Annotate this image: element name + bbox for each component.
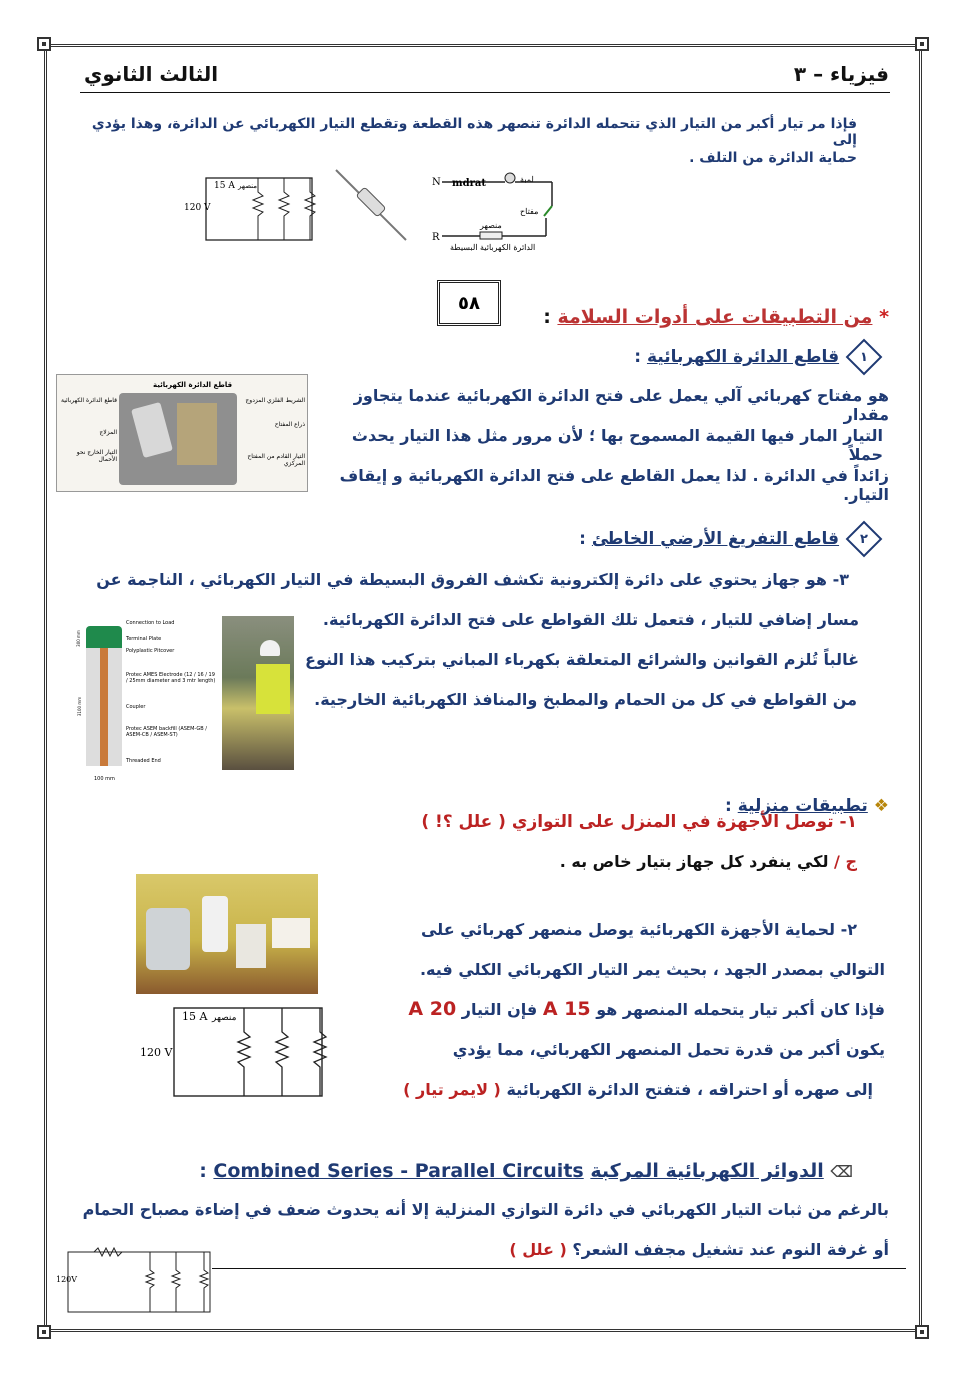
header-rule bbox=[80, 92, 890, 93]
item1-line-2: التيار المار فيها القيمة المسموح بها ؛ لأن مرور مثل هذا التيار يحدث حملاً bbox=[351, 426, 883, 464]
electrician-photo bbox=[222, 616, 294, 770]
safety-title: من التطبيقات على أدوات السلامة bbox=[557, 306, 873, 328]
safety-heading bbox=[543, 306, 889, 328]
p2-value-1: 15 A bbox=[542, 998, 591, 1020]
corner-ornament bbox=[915, 37, 929, 51]
breaker-label: الشريط الفلزي المزدوج bbox=[245, 397, 305, 404]
rod-dim: 300 mm bbox=[75, 630, 81, 647]
item1-line-1: هو مفتاح كهربائي آلي يعمل على فتح الدائرة الكهربائية عندما يتجاوز مقدار bbox=[353, 386, 889, 424]
combined-heading bbox=[199, 1160, 853, 1182]
header-subject: فيزياء – ٣ bbox=[793, 62, 889, 86]
item1-title: قاطع الدائرة الكهربائية bbox=[646, 347, 840, 367]
bottom-rule bbox=[212, 1268, 906, 1269]
helmet bbox=[260, 640, 280, 656]
fuse-photo bbox=[332, 166, 410, 244]
item2-line-1: ٣- هو جهاز يحتوي على دائرة إلكترونية تكشف الفروق البسيطة في التيار الكهربائي ، الناجمة عن bbox=[96, 570, 849, 589]
parallel-circuit-top bbox=[176, 170, 324, 244]
p2-text-b: فإن التيار bbox=[461, 1000, 538, 1019]
wire-label: mdrat bbox=[452, 178, 486, 189]
page-number: ٥٨ bbox=[437, 280, 501, 326]
fuse-label: منصهر bbox=[480, 221, 502, 230]
circuit-top-fuse: 15 A bbox=[214, 181, 235, 191]
rod-label: Polyplastic Pitcover bbox=[126, 648, 175, 654]
safety-colon: : bbox=[543, 306, 551, 328]
kettle bbox=[146, 908, 190, 970]
home-p2-line-5 bbox=[313, 1080, 873, 1099]
home-p2-line-3 bbox=[285, 998, 885, 1020]
adapter bbox=[202, 896, 228, 952]
rod-dim: 3100 mm bbox=[77, 696, 83, 717]
circuit-bottom-voltage: 120V bbox=[56, 1275, 78, 1284]
combined-title-ar: الدوائر الكهربائية المركبة bbox=[590, 1160, 824, 1182]
item2-line-4: من القواطع في كل من الحمام والمطبخ والمنافذ الكهربائية الخارجية. bbox=[314, 690, 857, 709]
neutral-label: N bbox=[432, 177, 441, 188]
breaker-diagram-title: قاطع الدائرة الكهربائية bbox=[153, 381, 233, 389]
intro-line-2: حماية الدائرة من التلف . bbox=[689, 150, 857, 166]
combined-colon: : bbox=[199, 1160, 207, 1182]
item2-title: قاطع التفريغ الأرضي الخاطئ bbox=[591, 529, 840, 549]
rod-label: Terminal Plate bbox=[126, 636, 162, 642]
combined-circuit-diagram bbox=[54, 1242, 214, 1316]
safety-star: * bbox=[879, 306, 889, 328]
ground-rod-diagram bbox=[68, 612, 218, 788]
simple-circuit-diagram bbox=[430, 168, 560, 252]
appliances-photo bbox=[136, 874, 318, 994]
simple-circuit-caption: الدائرة الكهربائية البسيطة bbox=[450, 243, 536, 252]
answer-prefix: ج / bbox=[834, 852, 857, 871]
corner-ornament bbox=[915, 1325, 929, 1339]
item1-colon: : bbox=[634, 347, 642, 367]
breaker-label: قاطع الدائرة الكهربائية bbox=[61, 397, 117, 404]
breaker-label: المزلاج bbox=[99, 429, 117, 436]
item1-heading bbox=[634, 344, 877, 370]
item2-line-3: غالباً تُلزم القوانين والشرائع المتعلقة بكهرباء المباني بتركيب هذا النوع bbox=[305, 650, 859, 669]
backspace-icon: ⌫ bbox=[830, 1162, 853, 1181]
p2-text-c: إلى صهره أو احتراقه ، فتفتح الدائرة الكهربائية bbox=[506, 1080, 873, 1099]
lamp-label: لمبة bbox=[520, 175, 534, 184]
p2-no-current: ( لايمر تيار ) bbox=[403, 1080, 501, 1099]
p2-value-2: 20 A bbox=[408, 998, 457, 1020]
home-question-1: ١- توصل الأجهزة في المنزل على التوازي ( علل ؟! ) bbox=[421, 812, 857, 832]
answer-text: لكي ينفرد كل جهاز بتيار خاص به . bbox=[559, 852, 829, 871]
breaker-label: ذراع المفتاح bbox=[274, 421, 305, 428]
rod-label: Threaded End bbox=[126, 758, 161, 764]
circuit-mid-fuse: 15 A bbox=[182, 1010, 208, 1023]
home-p2-line-4: يكون أكبر من قدرة تحمل المنصهر الكهربائي، مما يؤدي bbox=[452, 1040, 885, 1059]
rod-label: Protec AMES Electrode (12 / 16 / 19 / 25mm diameter and 3 mtr length) bbox=[126, 672, 216, 684]
corner-ornament bbox=[37, 1325, 51, 1339]
combined-line-2 bbox=[509, 1240, 889, 1259]
home-p2-line-1: ٢- لحماية الأجهزة الكهربائية يوصل منصهر كهربائي على bbox=[420, 920, 857, 939]
item2-colon: : bbox=[579, 529, 586, 549]
combined-line-1: بالرغم من ثبات التيار الكهربائي في دائرة التوازي المنزلية إلا أنه يحدوث ضعف في إضاءة مصباح الحمام bbox=[82, 1200, 889, 1219]
home-colon: : bbox=[724, 796, 732, 816]
vest bbox=[256, 664, 290, 714]
rod-electrode bbox=[100, 648, 108, 766]
home-title: تطبيقات منزلية bbox=[737, 796, 868, 816]
parallel-circuit-mid bbox=[134, 998, 332, 1104]
corner-ornament bbox=[37, 37, 51, 51]
breaker-label: التيار الخارج نحو الأحمال bbox=[76, 449, 117, 463]
item1-number-badge: ١ bbox=[846, 339, 883, 376]
combined-explain: ( علل ) bbox=[509, 1240, 567, 1259]
item2-number-badge: ٢ bbox=[846, 521, 883, 558]
circuit-top-fuse-word: منصهر bbox=[238, 182, 258, 190]
blender bbox=[236, 924, 266, 968]
home-answer-1 bbox=[560, 852, 857, 871]
return-label: R bbox=[432, 232, 440, 243]
rod-label: Connection to Load bbox=[126, 620, 175, 626]
rod-dim: 100 mm bbox=[94, 776, 115, 782]
combined-question: أو غرفة النوم عند تشغيل مجفف الشعر؟ bbox=[572, 1240, 889, 1259]
item2-line-2: مسار إضافي للتيار ، فتعمل تلك القواطع على فتح الدائرة الكهربائية. bbox=[322, 610, 859, 629]
circuit-top-voltage: 120 V bbox=[184, 203, 211, 213]
p2-text-a: فإذا كان أكبر تيار يتحمله المنصهر هو bbox=[596, 1000, 885, 1019]
intro-line-1: فإذا مر تيار أكبر من التيار الذي تتحمله الدائرة تنصهر هذه القطعة وتقطع التيار الكهربائي عن الدائرة، وهذا يؤدي إلى bbox=[91, 116, 857, 148]
item2-heading bbox=[579, 526, 877, 552]
circuit-mid-fuse-word: منصهر bbox=[212, 1013, 237, 1023]
home-p2-line-2: التوالي بمصدر الجهد ، بحيث يمر التيار الكهربائي الكلي فيه. bbox=[419, 960, 885, 979]
rod-label: Coupler bbox=[126, 704, 146, 710]
combined-title-en: Combined Series - Parallel Circuits bbox=[213, 1160, 584, 1182]
circuit-mid-voltage: 120 V bbox=[140, 1046, 173, 1059]
breaker-label: التيار القادم من المفتاح المركزي bbox=[247, 453, 305, 467]
rod-cap bbox=[86, 626, 122, 648]
breaker-strip bbox=[177, 403, 217, 465]
header-grade: الثالث الثانوي bbox=[84, 62, 219, 86]
item1-line-3: زائداً في الدائرة . لذا يعمل القاطع على فتح الدائرة الكهربائية و إيقاف التيار. bbox=[339, 466, 889, 504]
bullet-icon: ❖ bbox=[873, 796, 889, 816]
rod-label: Protec ASEM backfill (ASEM-GB / ASEM-CB / ASEM-ST) bbox=[126, 726, 207, 738]
switch-label: مفتاح bbox=[520, 207, 539, 216]
circuit-breaker-diagram bbox=[56, 374, 308, 492]
